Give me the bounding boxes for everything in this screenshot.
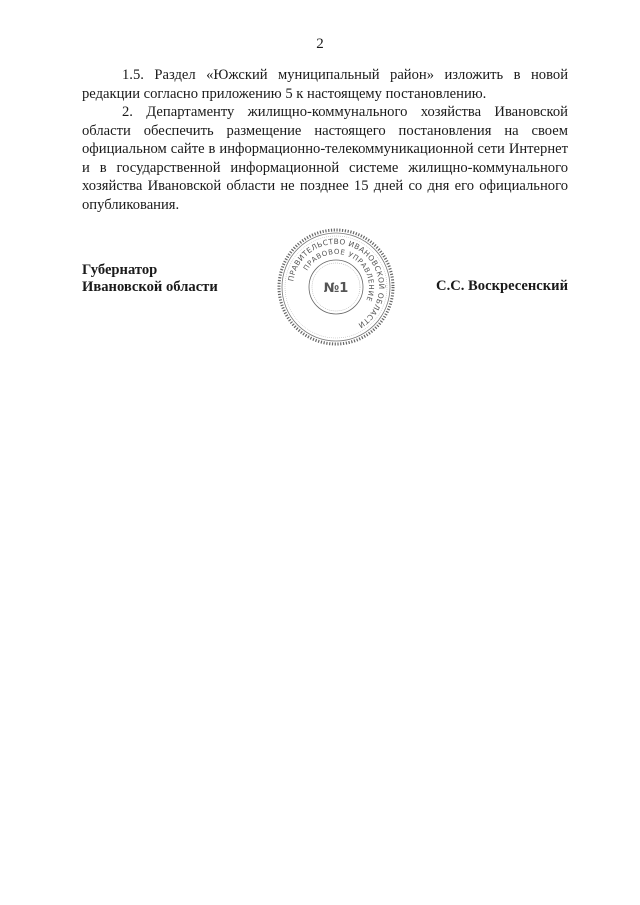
signatory-name: С.С. Воскресенский [436,278,568,294]
signatory-title [82,262,218,296]
signatory-title-line1: Губернатор [82,262,158,278]
official-seal [275,226,397,348]
document-body [82,66,568,214]
page-number: 2 [316,36,324,52]
seal-graphic [275,226,397,348]
paragraph-1-5: 1.5. Раздел «Южский муниципальный район» изложить в новой редакции согласно приложению 5 к настоящему постановлению. [82,67,568,102]
signatory-title-line2: Ивановской области [82,279,218,295]
seal-outer-text: ПРАВИТЕЛЬСТВО ИВАНОВСКОЙ ОБЛАСТИ [286,236,387,331]
seal-number: №1 [323,281,349,296]
seal-inner-text: ПРАВОВОЕ УПРАВЛЕНИЕ [301,247,376,303]
paragraph-2: 2. Департаменту жилищно-коммунального хозяйства Ивановской области обеспечить размещение настоящего постановления на своем официальном сайте в информационно-телекоммуникационной сети Интернет и в государственной информационной системе жилищно-коммунального хозяйства Ивановской области не позднее 15 дней со дня его официального опубликования. [82,104,568,213]
